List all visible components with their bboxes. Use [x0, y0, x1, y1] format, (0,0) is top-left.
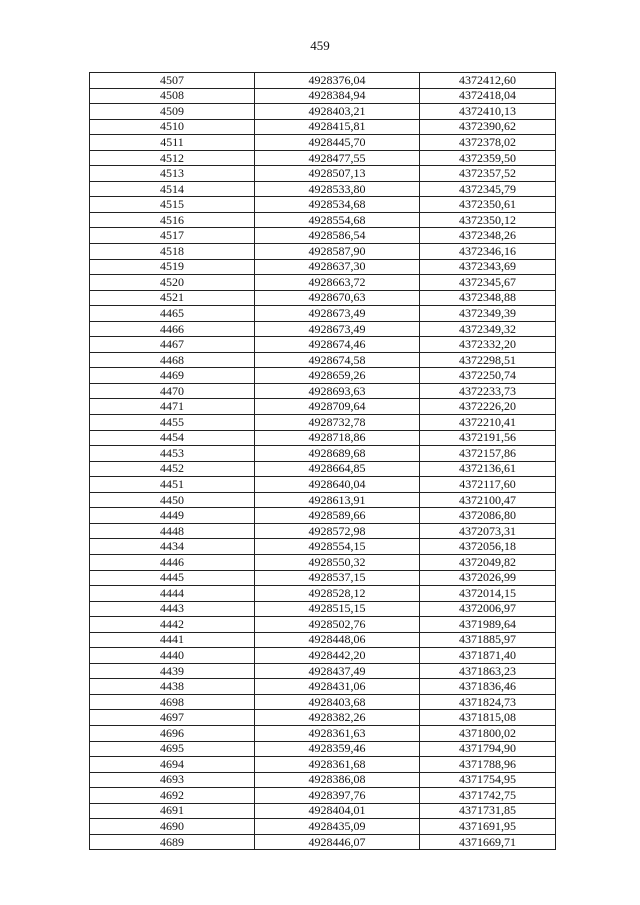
point-number-cell: 4693: [90, 772, 255, 788]
table-row: [90, 368, 556, 384]
point-number-cell: 4516: [90, 212, 255, 228]
table-row: [90, 415, 556, 431]
x-coordinate-cell: 4928554,15: [255, 539, 420, 555]
point-number-cell: 4451: [90, 477, 255, 493]
point-number-cell: 4467: [90, 337, 255, 353]
point-number-cell: 4696: [90, 725, 255, 741]
table-row: [90, 430, 556, 446]
point-number-cell: 4509: [90, 104, 255, 120]
point-number-cell: 4453: [90, 446, 255, 462]
point-number-cell: 4518: [90, 244, 255, 260]
point-number-cell: 4513: [90, 166, 255, 182]
table-row: [90, 119, 556, 135]
table-row: [90, 88, 556, 104]
y-coordinate-cell: 4372357,52: [420, 166, 556, 182]
x-coordinate-cell: 4928382,26: [255, 710, 420, 726]
point-number-cell: 4517: [90, 228, 255, 244]
x-coordinate-cell: 4928637,30: [255, 259, 420, 275]
table-row: [90, 617, 556, 633]
y-coordinate-cell: 4372332,20: [420, 337, 556, 353]
table-row: [90, 679, 556, 695]
table-row: [90, 228, 556, 244]
x-coordinate-cell: 4928403,21: [255, 104, 420, 120]
table-row: [90, 197, 556, 213]
point-number-cell: 4507: [90, 73, 255, 89]
table-row: [90, 601, 556, 617]
y-coordinate-cell: 4372412,60: [420, 73, 556, 89]
table-row: [90, 710, 556, 726]
point-number-cell: 4442: [90, 617, 255, 633]
table-row: [90, 461, 556, 477]
table-row: [90, 586, 556, 602]
table-row: [90, 648, 556, 664]
y-coordinate-cell: 4371800,02: [420, 725, 556, 741]
x-coordinate-cell: 4928693,63: [255, 383, 420, 399]
y-coordinate-cell: 4372073,31: [420, 523, 556, 539]
x-coordinate-cell: 4928448,06: [255, 632, 420, 648]
x-coordinate-cell: 4928435,09: [255, 819, 420, 835]
point-number-cell: 4469: [90, 368, 255, 384]
point-number-cell: 4454: [90, 430, 255, 446]
point-number-cell: 4695: [90, 741, 255, 757]
x-coordinate-cell: 4928445,70: [255, 135, 420, 151]
y-coordinate-cell: 4372014,15: [420, 586, 556, 602]
x-coordinate-cell: 4928673,49: [255, 321, 420, 337]
table-row: [90, 663, 556, 679]
y-coordinate-cell: 4372136,61: [420, 461, 556, 477]
x-coordinate-cell: 4928533,80: [255, 181, 420, 197]
x-coordinate-cell: 4928709,64: [255, 399, 420, 415]
y-coordinate-cell: 4372210,41: [420, 415, 556, 431]
y-coordinate-cell: 4372226,20: [420, 399, 556, 415]
x-coordinate-cell: 4928397,76: [255, 788, 420, 804]
x-coordinate-cell: 4928534,68: [255, 197, 420, 213]
x-coordinate-cell: 4928554,68: [255, 212, 420, 228]
point-number-cell: 4443: [90, 601, 255, 617]
table-row: [90, 244, 556, 260]
table-row: [90, 694, 556, 710]
x-coordinate-cell: 4928404,01: [255, 803, 420, 819]
y-coordinate-cell: 4372359,50: [420, 150, 556, 166]
coordinates-table-body: [90, 73, 556, 850]
x-coordinate-cell: 4928442,20: [255, 648, 420, 664]
point-number-cell: 4514: [90, 181, 255, 197]
y-coordinate-cell: 4372117,60: [420, 477, 556, 493]
y-coordinate-cell: 4371742,75: [420, 788, 556, 804]
x-coordinate-cell: 4928384,94: [255, 88, 420, 104]
y-coordinate-cell: 4371815,08: [420, 710, 556, 726]
y-coordinate-cell: 4371731,85: [420, 803, 556, 819]
y-coordinate-cell: 4371794,90: [420, 741, 556, 757]
y-coordinate-cell: 4372006,97: [420, 601, 556, 617]
table-row: [90, 73, 556, 89]
point-number-cell: 4444: [90, 586, 255, 602]
point-number-cell: 4511: [90, 135, 255, 151]
table-row: [90, 399, 556, 415]
point-number-cell: 4449: [90, 508, 255, 524]
y-coordinate-cell: 4372349,39: [420, 306, 556, 322]
y-coordinate-cell: 4372056,18: [420, 539, 556, 555]
x-coordinate-cell: 4928477,55: [255, 150, 420, 166]
table-row: [90, 150, 556, 166]
x-coordinate-cell: 4928587,90: [255, 244, 420, 260]
x-coordinate-cell: 4928664,85: [255, 461, 420, 477]
table-row: [90, 772, 556, 788]
y-coordinate-cell: 4372049,82: [420, 554, 556, 570]
point-number-cell: 4512: [90, 150, 255, 166]
x-coordinate-cell: 4928415,81: [255, 119, 420, 135]
x-coordinate-cell: 4928586,54: [255, 228, 420, 244]
point-number-cell: 4510: [90, 119, 255, 135]
x-coordinate-cell: 4928502,76: [255, 617, 420, 633]
point-number-cell: 4441: [90, 632, 255, 648]
y-coordinate-cell: 4371989,64: [420, 617, 556, 633]
table-row: [90, 446, 556, 462]
x-coordinate-cell: 4928659,26: [255, 368, 420, 384]
x-coordinate-cell: 4928674,46: [255, 337, 420, 353]
x-coordinate-cell: 4928437,49: [255, 663, 420, 679]
point-number-cell: 4689: [90, 834, 255, 850]
x-coordinate-cell: 4928537,15: [255, 570, 420, 586]
x-coordinate-cell: 4928528,12: [255, 586, 420, 602]
y-coordinate-cell: 4372191,56: [420, 430, 556, 446]
x-coordinate-cell: 4928446,07: [255, 834, 420, 850]
y-coordinate-cell: 4371754,95: [420, 772, 556, 788]
table-row: [90, 725, 556, 741]
y-coordinate-cell: 4372157,86: [420, 446, 556, 462]
y-coordinate-cell: 4372350,61: [420, 197, 556, 213]
point-number-cell: 4468: [90, 352, 255, 368]
table-row: [90, 741, 556, 757]
point-number-cell: 4694: [90, 757, 255, 773]
point-number-cell: 4439: [90, 663, 255, 679]
y-coordinate-cell: 4372345,67: [420, 275, 556, 291]
table-row: [90, 834, 556, 850]
y-coordinate-cell: 4371788,96: [420, 757, 556, 773]
table-row: [90, 181, 556, 197]
y-coordinate-cell: 4372250,74: [420, 368, 556, 384]
point-number-cell: 4691: [90, 803, 255, 819]
y-coordinate-cell: 4372349,32: [420, 321, 556, 337]
table-row: [90, 632, 556, 648]
point-number-cell: 4697: [90, 710, 255, 726]
point-number-cell: 4470: [90, 383, 255, 399]
table-row: [90, 788, 556, 804]
table-row: [90, 508, 556, 524]
point-number-cell: 4698: [90, 694, 255, 710]
table-row: [90, 477, 556, 493]
table-row: [90, 523, 556, 539]
y-coordinate-cell: 4371669,71: [420, 834, 556, 850]
point-number-cell: 4519: [90, 259, 255, 275]
y-coordinate-cell: 4372343,69: [420, 259, 556, 275]
table-row: [90, 352, 556, 368]
x-coordinate-cell: 4928386,08: [255, 772, 420, 788]
y-coordinate-cell: 4372348,88: [420, 290, 556, 306]
table-row: [90, 104, 556, 120]
table-row: [90, 290, 556, 306]
x-coordinate-cell: 4928689,68: [255, 446, 420, 462]
y-coordinate-cell: 4371824,73: [420, 694, 556, 710]
point-number-cell: 4465: [90, 306, 255, 322]
y-coordinate-cell: 4372418,04: [420, 88, 556, 104]
point-number-cell: 4455: [90, 415, 255, 431]
point-number-cell: 4438: [90, 679, 255, 695]
x-coordinate-cell: 4928572,98: [255, 523, 420, 539]
table-row: [90, 259, 556, 275]
page-number: 459: [310, 38, 330, 53]
point-number-cell: 4450: [90, 492, 255, 508]
table-row: [90, 321, 556, 337]
x-coordinate-cell: 4928663,72: [255, 275, 420, 291]
x-coordinate-cell: 4928403,68: [255, 694, 420, 710]
point-number-cell: 4515: [90, 197, 255, 213]
y-coordinate-cell: 4371691,95: [420, 819, 556, 835]
table-row: [90, 275, 556, 291]
x-coordinate-cell: 4928359,46: [255, 741, 420, 757]
y-coordinate-cell: 4372346,16: [420, 244, 556, 260]
coordinates-table: [89, 72, 556, 850]
y-coordinate-cell: 4372378,02: [420, 135, 556, 151]
x-coordinate-cell: 4928376,04: [255, 73, 420, 89]
y-coordinate-cell: 4371885,97: [420, 632, 556, 648]
x-coordinate-cell: 4928431,06: [255, 679, 420, 695]
table-row: [90, 306, 556, 322]
x-coordinate-cell: 4928361,63: [255, 725, 420, 741]
point-number-cell: 4520: [90, 275, 255, 291]
y-coordinate-cell: 4371871,40: [420, 648, 556, 664]
table-row: [90, 492, 556, 508]
x-coordinate-cell: 4928589,66: [255, 508, 420, 524]
y-coordinate-cell: 4372410,13: [420, 104, 556, 120]
y-coordinate-cell: 4372345,79: [420, 181, 556, 197]
table-row: [90, 554, 556, 570]
x-coordinate-cell: 4928550,32: [255, 554, 420, 570]
y-coordinate-cell: 4372086,80: [420, 508, 556, 524]
y-coordinate-cell: 4372100,47: [420, 492, 556, 508]
x-coordinate-cell: 4928361,68: [255, 757, 420, 773]
y-coordinate-cell: 4371863,23: [420, 663, 556, 679]
table-row: [90, 757, 556, 773]
point-number-cell: 4466: [90, 321, 255, 337]
table-row: [90, 383, 556, 399]
table-row: [90, 212, 556, 228]
y-coordinate-cell: 4372390,62: [420, 119, 556, 135]
point-number-cell: 4508: [90, 88, 255, 104]
table-row: [90, 570, 556, 586]
table-row: [90, 539, 556, 555]
point-number-cell: 4471: [90, 399, 255, 415]
x-coordinate-cell: 4928718,86: [255, 430, 420, 446]
x-coordinate-cell: 4928613,91: [255, 492, 420, 508]
table-row: [90, 166, 556, 182]
table-row: [90, 135, 556, 151]
point-number-cell: 4452: [90, 461, 255, 477]
point-number-cell: 4690: [90, 819, 255, 835]
x-coordinate-cell: 4928670,63: [255, 290, 420, 306]
point-number-cell: 4521: [90, 290, 255, 306]
x-coordinate-cell: 4928507,13: [255, 166, 420, 182]
x-coordinate-cell: 4928674,58: [255, 352, 420, 368]
x-coordinate-cell: 4928515,15: [255, 601, 420, 617]
point-number-cell: 4446: [90, 554, 255, 570]
table-row: [90, 803, 556, 819]
point-number-cell: 4692: [90, 788, 255, 804]
point-number-cell: 4434: [90, 539, 255, 555]
y-coordinate-cell: 4372348,26: [420, 228, 556, 244]
y-coordinate-cell: 4372298,51: [420, 352, 556, 368]
point-number-cell: 4445: [90, 570, 255, 586]
y-coordinate-cell: 4372026,99: [420, 570, 556, 586]
y-coordinate-cell: 4371836,46: [420, 679, 556, 695]
x-coordinate-cell: 4928673,49: [255, 306, 420, 322]
point-number-cell: 4440: [90, 648, 255, 664]
table-row: [90, 819, 556, 835]
x-coordinate-cell: 4928640,04: [255, 477, 420, 493]
y-coordinate-cell: 4372350,12: [420, 212, 556, 228]
table-row: [90, 337, 556, 353]
point-number-cell: 4448: [90, 523, 255, 539]
y-coordinate-cell: 4372233,73: [420, 383, 556, 399]
x-coordinate-cell: 4928732,78: [255, 415, 420, 431]
